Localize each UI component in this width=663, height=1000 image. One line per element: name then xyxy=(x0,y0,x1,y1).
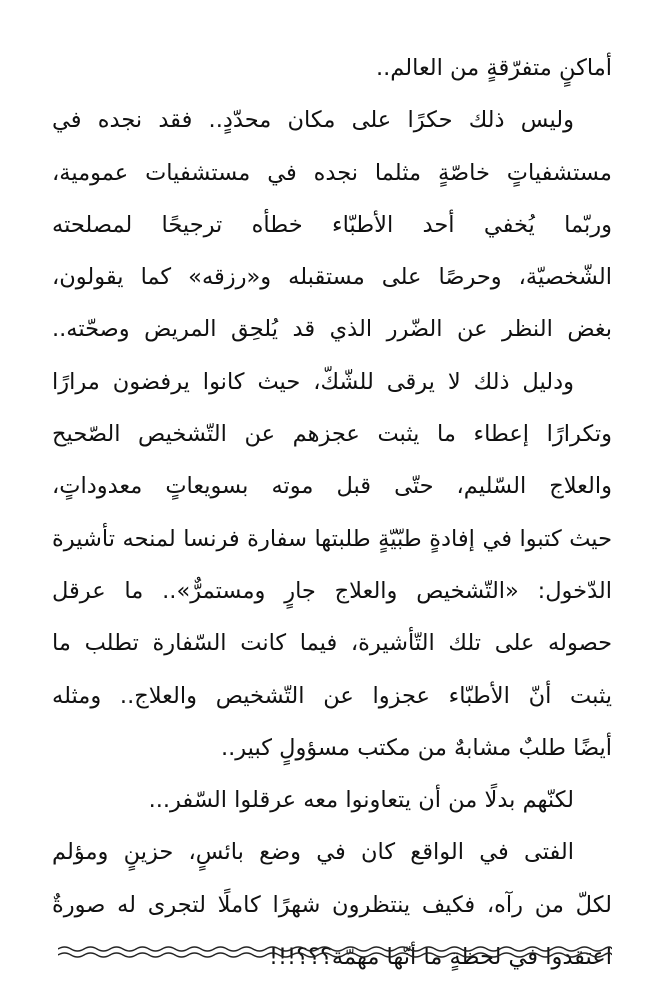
text-line: لكنّهم بدلًا من أن يتعاونوا معه عرقلوا السّفر... xyxy=(148,787,574,814)
text-line: حيث كتبوا في إفادةٍ طبّيّةٍ طلبتها سفارة فرنسا لمنحه تأشيرة xyxy=(52,525,612,552)
text-line: الفتى في الواقع كان في وضع بائسٍ، حزينٍ ومؤلم xyxy=(52,839,574,866)
text-line: بغض النظر عن الضّرر الذي قد يُلحِق المريض وصحّته.. xyxy=(52,316,612,343)
text-line: الدّخول: «التّشخيص والعلاج جارٍ ومستمرٌّ».. ما عرقل xyxy=(52,577,612,604)
text-line: أيضًا طلبٌ مشابهٌ من مكتب مسؤولٍ كبير.. xyxy=(220,734,612,761)
text-line: ودليل ذلك لا يرقى للشّكّ، حيث كانوا يرفضون مرارًا xyxy=(52,368,574,395)
text-line: لكلّ من رآه، فكيف ينتظرون شهرًا كاملًا لتجرى له صورةٌ xyxy=(52,891,612,918)
text-line: وربّما يُخفي أحد الأطبّاء خطأه ترجيحًا لمصلحته xyxy=(52,211,612,238)
text-line: الشّخصيّة، وحرصًا على مستقبله و«رزقه» كما يقولون، xyxy=(52,264,612,291)
text-line: أماكنٍ متفرّقةٍ من العالم.. xyxy=(375,55,612,81)
text-line: وليس ذلك حكرًا على مكان محدّدٍ.. فقد نجده في xyxy=(52,107,574,134)
wavy-line-bottom xyxy=(58,953,612,957)
wavy-line-top xyxy=(58,947,612,951)
text-line: يثبت أنّ الأطبّاء عجزوا عن التّشخيص والعلاج.. ومثله xyxy=(52,682,612,709)
text-line: مستشفياتٍ خاصّةٍ مثلما نجده في مستشفيات عمومية، xyxy=(52,159,612,186)
wavy-line-divider-icon xyxy=(58,942,612,962)
document-body xyxy=(52,42,612,983)
text-line: اعتقدوا في لحظةٍ ما أنّها مهمّة؟؟؟!!! xyxy=(269,944,612,971)
text-line: والعلاج السّليم، حتّى قبل موته بسويعاتٍ معدوداتٍ، xyxy=(52,473,612,500)
text-line: وتكرارًا إعطاء ما يثبت عجزهم عن التّشخيص الصّحيح xyxy=(52,421,612,448)
text-line: حصوله على تلك التّأشيرة، فيما كانت السّفارة تطلب ما xyxy=(52,630,612,657)
